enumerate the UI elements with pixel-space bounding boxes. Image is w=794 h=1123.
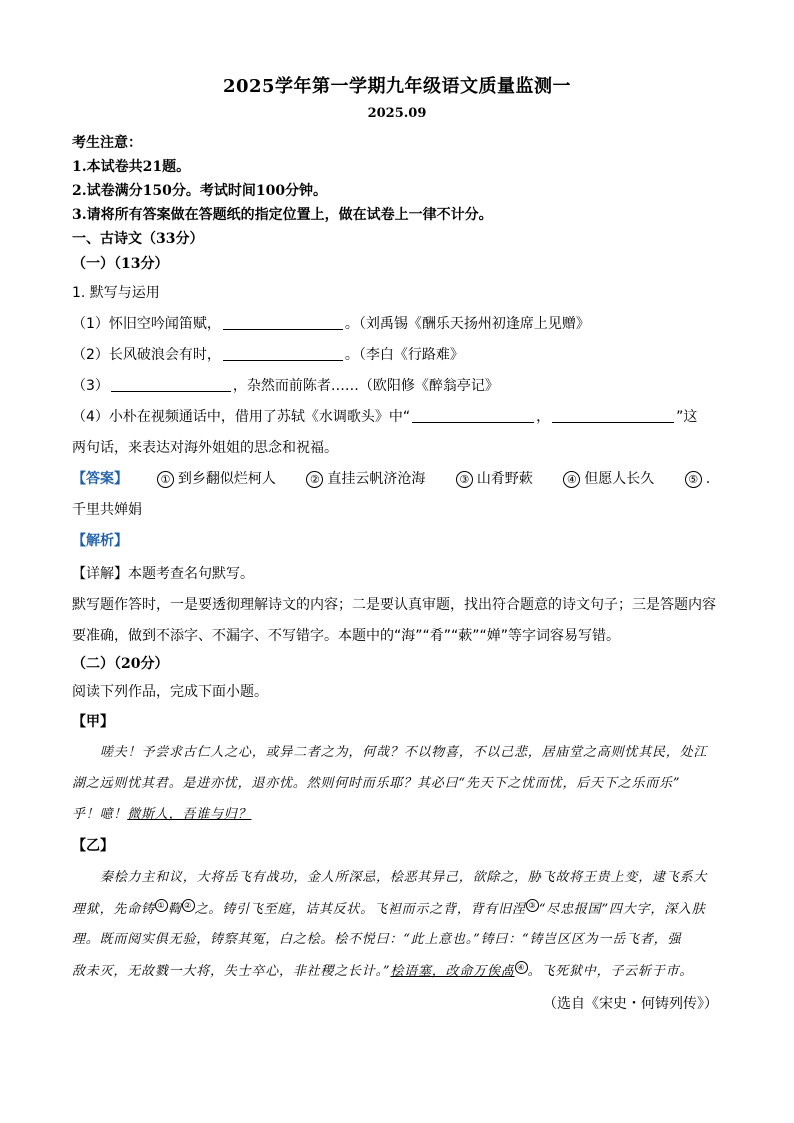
question-1-4-line2: 两句话，来表达对海外姐姐的思念和祝福。	[72, 440, 338, 456]
question-1-2	[72, 345, 464, 365]
analysis-paragraph-1: 默写题作答时，一是要透彻理解诗文的内容；二是要认真审题，找出符合题意的诗文句子；三是答题内容	[72, 597, 716, 613]
passage-jia-tag: 【甲】	[72, 714, 114, 730]
passage-jia-line-1: 嗟夫！予尝求古仁人之心，或异二者之为，何哉？不以物喜，不以己悲，居庙堂之高则忧其民，处江	[100, 745, 708, 760]
section-heading: 一、古诗文（33分）	[72, 231, 204, 247]
answer-text: .	[705, 471, 711, 487]
notice-item-1: 1.本试卷共21题。	[72, 159, 191, 175]
yi-text: 敌未灭，无故戮一大将，失士卒心，非社稷之长计。”	[72, 964, 391, 979]
passage-yi-line-4	[72, 961, 693, 982]
footnote-marker: ①	[155, 899, 168, 912]
passage-yi-line-1: 秦桧力主和议，大将岳飞有战功，金人所深忌，桧恶其异己，欲除之，胁飞故将王贵上变，逮飞系大	[100, 870, 708, 885]
q1-1-suffix: 。（刘禹锡《酬乐天扬州初逢席上见赠》	[344, 316, 590, 332]
reading-instruction: 阅读下列作品，完成下面小题。	[72, 684, 268, 700]
question-1-title: 1. 默写与运用	[72, 285, 160, 301]
answer-item	[685, 469, 710, 489]
analysis-line	[72, 531, 128, 551]
answer-item	[456, 469, 533, 489]
yi-text: 。飞死狱中，子云斩于市。	[527, 964, 694, 979]
answer-number: ②	[306, 471, 323, 488]
page-title: 2025学年第一学期九年级语文质量监测一	[222, 76, 572, 97]
answer-blank[interactable]	[552, 408, 674, 423]
footnote-marker: ④	[515, 961, 528, 974]
question-1-1	[72, 314, 590, 334]
analysis-paragraph-2: 要准确，做到不添字、不漏字、不写错字。本题中的“海”“肴”“蔌”“婵”等字词容易写错。	[72, 628, 621, 644]
q1-3-suffix: ，杂然而前陈者……（欧阳修《醉翁亭记》	[232, 378, 499, 394]
passage-yi-line-2	[72, 899, 706, 920]
question-1-3	[72, 376, 499, 396]
answer-number: ⑤	[685, 471, 702, 488]
passage-source: （选自《宋史・何铸列传》）	[543, 996, 718, 1012]
yi-text: 之。铸引飞至庭，诘其反状。飞袒而示之背，背有旧涅	[194, 902, 526, 917]
footnote-marker: ②	[182, 899, 195, 912]
answer-blank[interactable]	[412, 408, 534, 423]
answer-text: 山肴野蔌	[476, 471, 533, 487]
answer-item	[157, 469, 276, 489]
answer-blank[interactable]	[111, 377, 231, 392]
part-heading-1: （一）（13分）	[72, 256, 169, 272]
answer-line	[72, 469, 710, 489]
answer-continued: 千里共婵娟	[72, 502, 142, 518]
analysis-tag: 【解析】	[72, 533, 128, 549]
q1-2-suffix: 。（李白《行路难》	[344, 347, 464, 363]
notice-item-2: 2.试卷满分150分。考试时间100分钟。	[72, 183, 328, 199]
yi-text: 理狱，先命铸	[72, 902, 155, 917]
answer-number: ①	[157, 471, 174, 488]
answer-text: 但愿人长久	[584, 471, 655, 487]
detail-text: 本题考查名句默写。	[128, 566, 254, 582]
exam-date: 2025.09	[367, 106, 427, 121]
detail-tag: 【详解】	[72, 566, 128, 582]
answer-number: ③	[456, 471, 473, 488]
notice-item-3: 3.请将所有答案做在答题纸的指定位置上，做在试卷上一律不计分。	[72, 207, 493, 223]
passage-yi-line-3: 理。既而阅实俱无验，铸察其冤，白之桧。桧不悦曰：“此上意也。”铸曰：“铸岂区区为一岳飞者，强	[72, 932, 682, 947]
q1-4-mid: ，	[536, 409, 551, 425]
footnote-marker: ③	[526, 899, 539, 912]
q1-3-prefix: （3）	[72, 378, 109, 394]
jia-underlined-sentence: 微斯人，吾谁与归？	[127, 807, 252, 822]
detail-line	[72, 564, 254, 584]
question-1-4	[72, 407, 697, 427]
passage-jia-line-3	[72, 805, 251, 825]
answer-blank[interactable]	[223, 315, 343, 330]
passage-jia-line-2: 湖之远则忧其君。是进亦忧，退亦忧。然则何时而乐耶？其必曰“先天下之忧而忧，后天下之乐而乐”	[72, 776, 681, 791]
yi-text: “尽忠报国”四大字，深入肤	[538, 902, 706, 917]
q1-4-prefix: （4）小朴在视频通话中，借用了苏轼《水调歌头》中“	[72, 409, 411, 425]
jia-line-3-text: 乎！噫！	[72, 807, 128, 822]
q1-1-prefix: （1）怀旧空吟闻笛赋，	[72, 316, 221, 332]
notice-heading: 考生注意：	[72, 135, 142, 151]
part-heading-2: （二）（20分）	[72, 656, 169, 672]
answer-text: 直挂云帆济沧海	[327, 471, 426, 487]
q1-4-suffix: ”这	[676, 409, 698, 425]
passage-yi-tag: 【乙】	[72, 838, 114, 854]
answer-blank[interactable]	[223, 346, 343, 361]
answer-item	[563, 469, 654, 489]
answer-tag: 【答案】	[72, 471, 128, 487]
yi-text: 鞫	[167, 902, 182, 917]
answer-text: 到乡翻似烂柯人	[177, 471, 276, 487]
q1-2-prefix: （2）长风破浪会有时，	[72, 347, 221, 363]
answer-number: ④	[563, 471, 580, 488]
yi-underlined-sentence: 桧语塞，改命万俟卨	[390, 964, 515, 979]
answer-item	[306, 469, 425, 489]
